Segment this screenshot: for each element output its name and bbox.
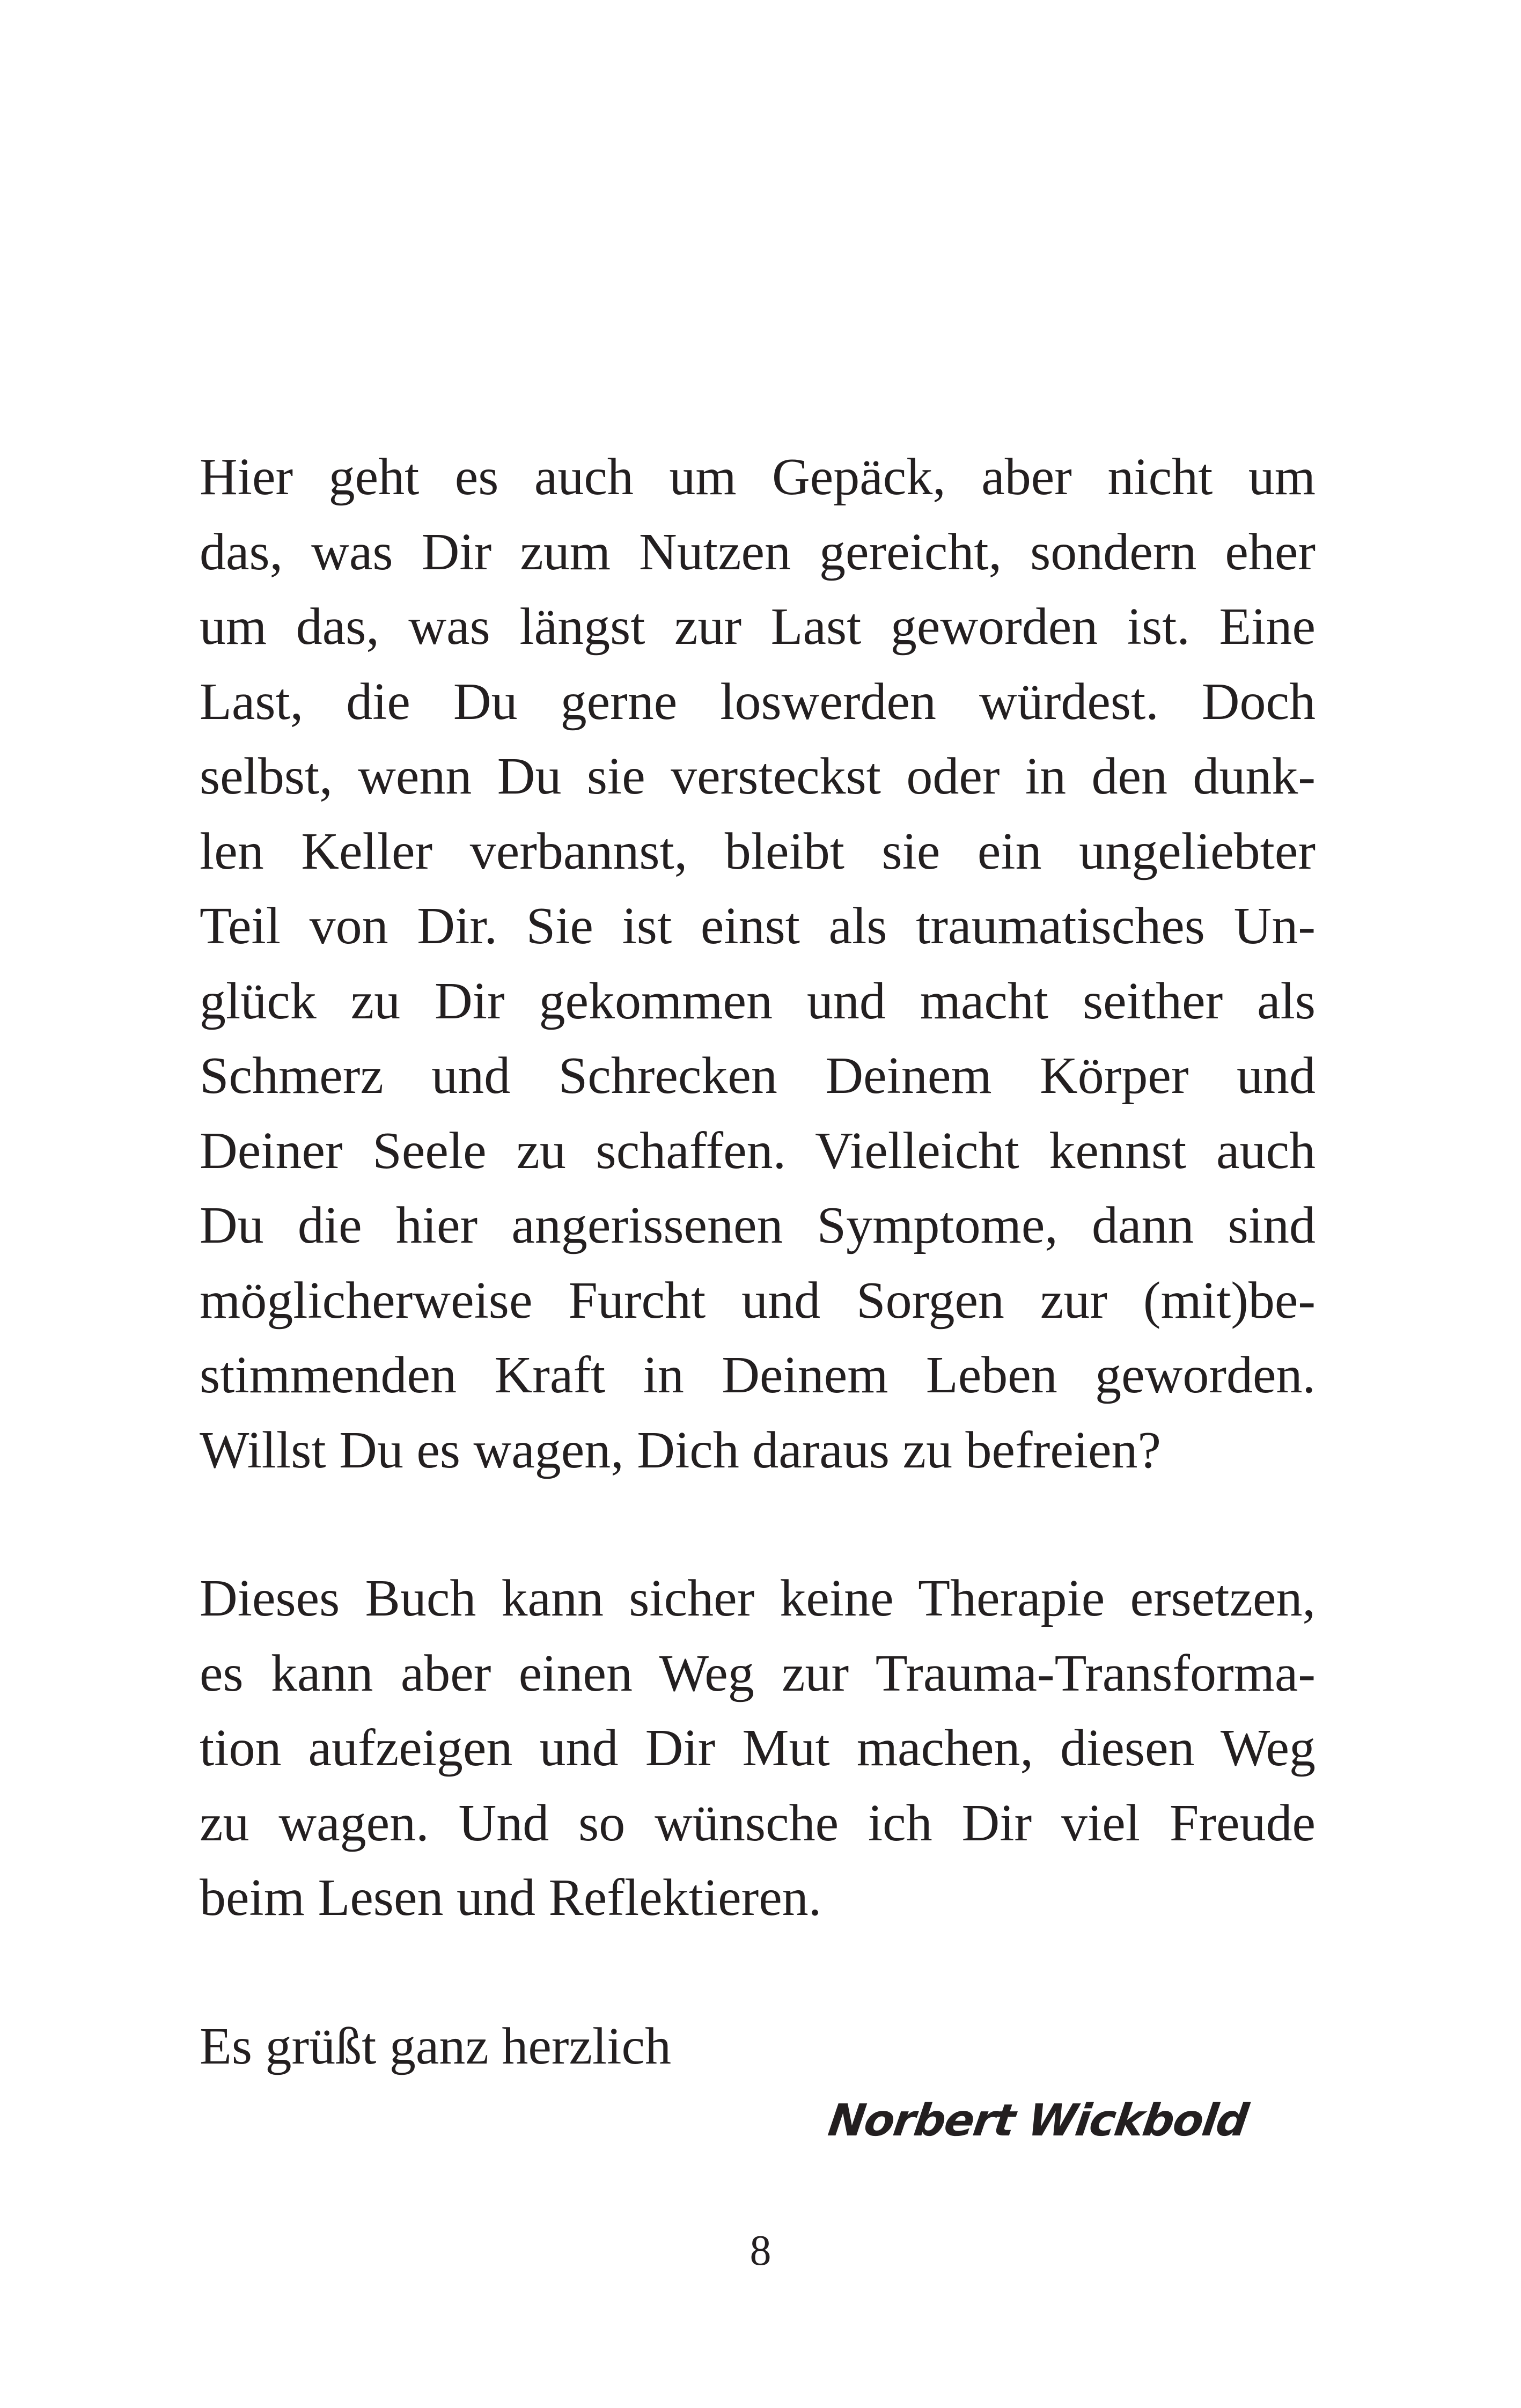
text-line: selbst, wenn Du sie versteckst oder in den dunk- xyxy=(200,747,1316,805)
text-line: Schmerz und Schrecken Deinem Körper und xyxy=(200,1047,1316,1105)
signature-graphic xyxy=(825,2082,1251,2162)
signature-text: Norbert Wickbold xyxy=(825,2095,1251,2146)
text-line: len Keller verbannst, bleibt sie ein ungeliebter xyxy=(200,822,1316,880)
author-signature xyxy=(825,2082,1251,2162)
text-line: tion aufzeigen und Dir Mut machen, diesen Weg xyxy=(200,1719,1316,1777)
text-line: das, was Dir zum Nutzen gereicht, sondern eher xyxy=(200,523,1316,581)
text-line: stimmenden Kraft in Deinem Leben geworden. xyxy=(200,1346,1316,1404)
text-line: möglicherweise Furcht und Sorgen zur (mit)be- xyxy=(200,1271,1316,1330)
closing-greeting: Es grüßt ganz herzlich xyxy=(200,2017,671,2075)
paragraph-book-purpose xyxy=(200,1561,1316,1936)
text-line: zu wagen. Und so wünsche ich Dir viel Freude xyxy=(200,1794,1316,1852)
text-line: beim Lesen und Reflektieren. xyxy=(200,1869,822,1927)
text-line: es kann aber einen Weg zur Trauma-Transforma- xyxy=(200,1644,1316,1702)
paragraph-intro xyxy=(200,440,1316,1488)
text-line: Last, die Du gerne loswerden würdest. Doch xyxy=(200,672,1316,731)
text-line: Willst Du es wagen, Dich daraus zu befreien? xyxy=(200,1421,1162,1479)
text-line: Du die hier angerissenen Symptome, dann sind xyxy=(200,1196,1316,1254)
text-line: Deiner Seele zu schaffen. Vielleicht kennst auch xyxy=(200,1121,1316,1180)
text-line: Dieses Buch kann sicher keine Therapie ersetzen, xyxy=(200,1569,1316,1627)
text-line: glück zu Dir gekommen und macht seither als xyxy=(200,972,1316,1030)
page-number: 8 xyxy=(750,2227,771,2274)
text-line: um das, was längst zur Last geworden ist. Eine xyxy=(200,598,1316,656)
text-line: Teil von Dir. Sie ist einst als traumatisches Un- xyxy=(200,897,1316,955)
text-line: Hier geht es auch um Gepäck, aber nicht um xyxy=(200,448,1316,506)
